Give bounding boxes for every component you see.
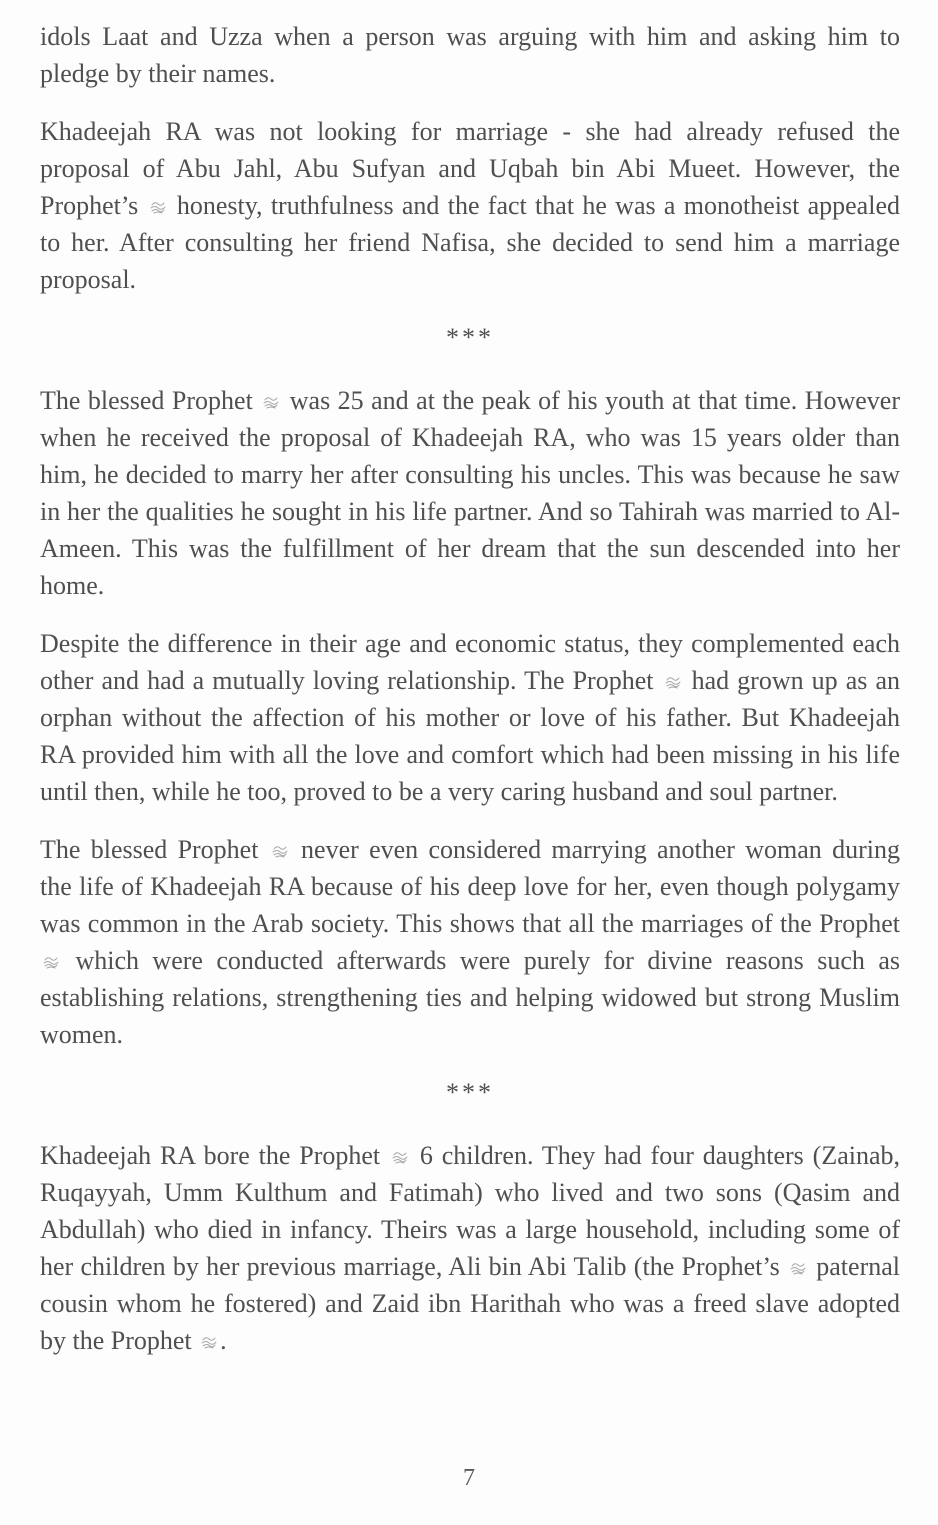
- paragraph-2: Khadeejah RA was not looking for marriage - she had already refused the proposal of Abu Jahl, Abu Sufyan and Uqbah bin Abi Mueet. However, the Prophet’s honesty, truthfulness and the fact that he was a monotheist appealed to her. After consulting her friend Nafisa, she decided to send him a marriage proposal.: [40, 117, 900, 294]
- paragraph-3: The blessed Prophet was 25 and at the peak of his youth at that time. However when he received the proposal of Khadeejah RA, who was 15 years older than him, he decided to marry her after consulting his uncles. This was because he saw in her the qualities he sought in his life partner. And so Tahirah was married to Al-Ameen. This was the fulfillment of her dream that the sun descended into her home.: [40, 386, 901, 600]
- pbuh-calligraphy-icon: [391, 1150, 409, 1166]
- paragraph-6: Khadeejah RA bore the Prophet 6 children. They had four daughters (Zainab, Ruqayyah, Umm Kulthum and Fatimah) who lived and two sons (Qasim and Abdullah) who died in infancy. Theirs was a large household, including some of her children by her previous marriage, Ali bin Abi Talib (the Prophet’s paternal cousin whom he fostered) and Zaid ibn Harithah who was a freed slave adopted by the Prophet .: [40, 1141, 901, 1355]
- paragraph-4: Despite the difference in their age and economic status, they complemented each other and had a mutually loving relationship. The Prophet had grown up as an orphan without the affection of his mother or love of his father. But Khadeejah RA provided him with all the love and comfort which had been missing in his life until then, while he too, proved to be a very caring husband and soul partner.: [40, 629, 900, 806]
- pbuh-calligraphy-icon: [271, 844, 289, 860]
- pbuh-calligraphy-icon: [149, 200, 167, 216]
- section-separator-2: ***: [446, 1078, 494, 1107]
- pbuh-calligraphy-icon: [789, 1261, 807, 1277]
- paragraph-5: The blessed Prophet never even considered marrying another woman during the life of Khadeejah RA because of his deep love for her, even though polygamy was common in the Arab society. This shows that all the marriages of the Prophet which were conducted afterwards were purely for divine reasons such as establishing relations, strengthening ties and helping widowed but strong Muslim women.: [40, 835, 900, 1049]
- paragraph-1: idols Laat and Uzza when a person was arguing with him and asking him to pledge by their names.: [40, 22, 900, 88]
- pbuh-calligraphy-icon: [262, 395, 280, 411]
- pbuh-calligraphy-icon: [200, 1335, 218, 1351]
- page-number: 7: [463, 1465, 475, 1491]
- pbuh-calligraphy-icon: [42, 955, 60, 971]
- section-separator-1: ***: [446, 323, 494, 352]
- pbuh-calligraphy-icon: [664, 675, 682, 691]
